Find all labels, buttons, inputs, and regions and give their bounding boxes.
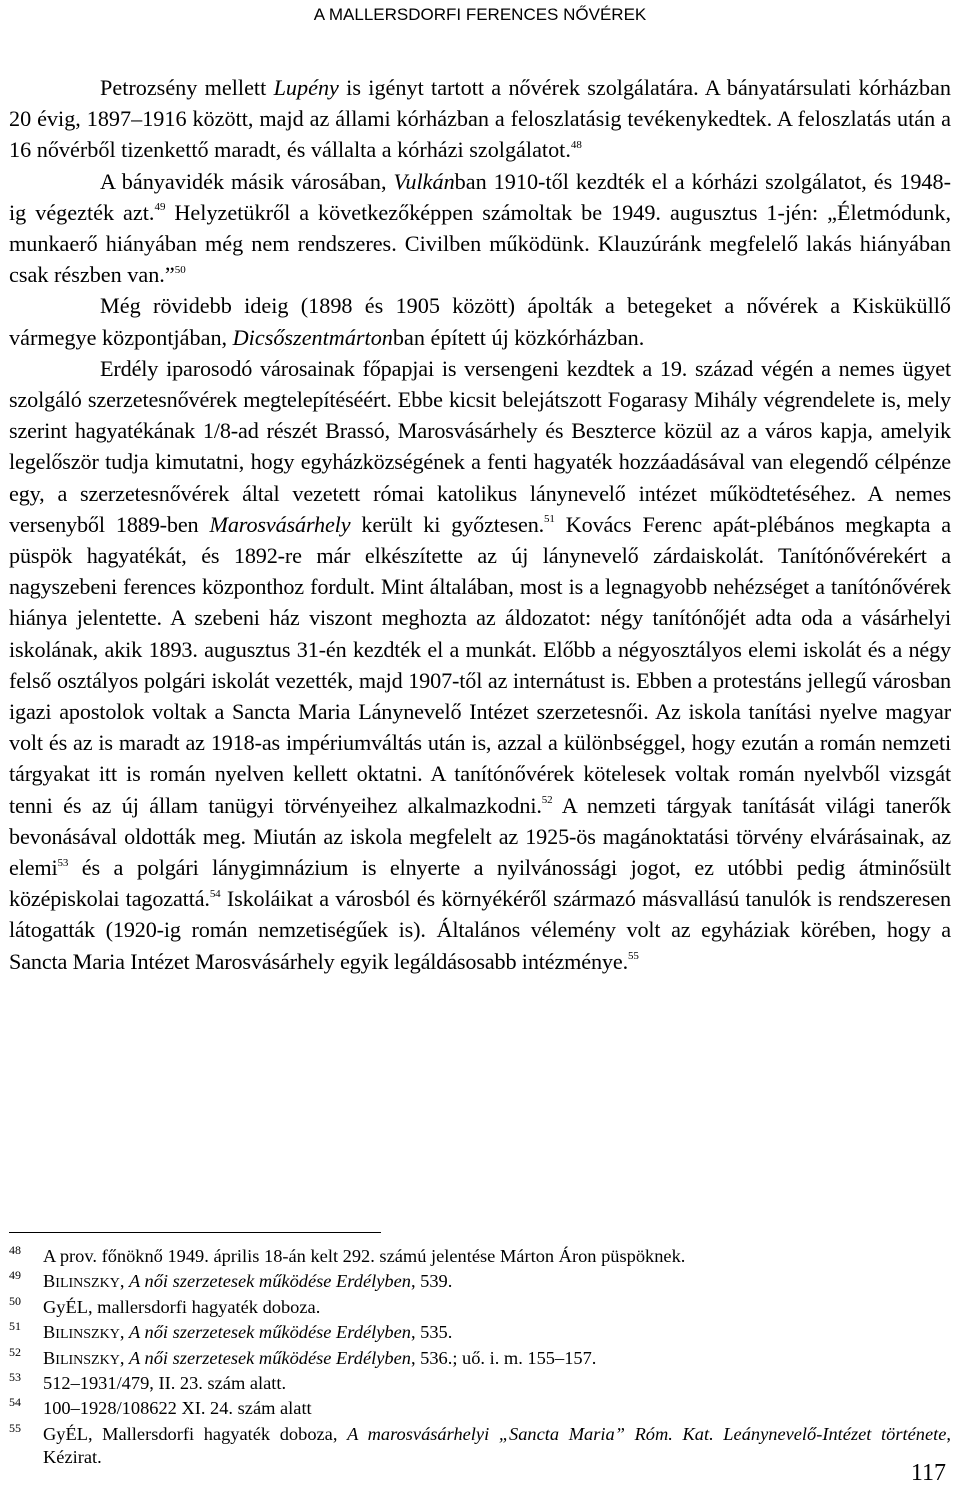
text: ban 1910-től kezdték el a kórházi szolgálatot, és 1948-ig végezték azt. xyxy=(9,168,951,225)
footnote-text: BILINSZKY, A női szerzetesek működése Erdélyben, 535. xyxy=(43,1322,453,1343)
footnote-text xyxy=(43,1423,951,1470)
footnote-55 xyxy=(9,1420,951,1470)
author: B xyxy=(43,1347,56,1368)
footnote-text: A prov. főnöknő 1949. április 18-án kelt 292. számú jelentése Márton Áron püspöknek. xyxy=(43,1246,686,1266)
footnotes xyxy=(9,1245,951,1470)
citation: , 535. xyxy=(410,1322,453,1343)
work-title: A női szerzetesek működése Erdélyben xyxy=(129,1271,411,1292)
citation: , 536.; uő. i. m. 155–157. xyxy=(410,1347,597,1368)
author: ILINSZKY xyxy=(55,1352,120,1368)
footnote-ref-54[interactable]: 54 xyxy=(209,887,221,900)
paragraph-lupeny xyxy=(9,72,951,166)
place-name: Marosvásárhely xyxy=(209,511,351,537)
footnote-ref-53[interactable]: 53 xyxy=(57,856,69,869)
citation: , 539. xyxy=(410,1271,453,1292)
work-title: A marosvásárhelyi „Sancta Maria” Róm. Kat. Leánynevelő-Intézet története xyxy=(347,1423,947,1444)
footnote-number: 48 xyxy=(9,1243,21,1257)
footnote-number: 49 xyxy=(9,1268,21,1283)
footnote-text: BILINSZKY, A női szerzetesek működése Erdélyben, 539. xyxy=(43,1271,453,1292)
footnote-number: 54 xyxy=(9,1395,21,1410)
author: ILINSZKY xyxy=(55,1276,120,1292)
footnote-text: 100–1928/108622 XI. 24. szám alatt xyxy=(43,1398,312,1419)
text: A bányavidék másik városában, xyxy=(100,168,394,194)
place-name: Dicsőszentmárton xyxy=(232,324,393,350)
paragraph-vulkan xyxy=(9,166,951,291)
footnote-ref-49[interactable]: 49 xyxy=(154,201,166,214)
text: A nemzeti tárgyak tanítását világi tanerők bevonásával oldották meg. Miután az iskola megfelelt az 1925-ös magánoktatási törvény elvárásainak, az elemi xyxy=(9,792,951,881)
footnote-number: 53 xyxy=(9,1370,21,1385)
author: ILINSZKY xyxy=(55,1327,120,1343)
footnote-text: GyÉL, mallersdorfi hagyaték doboza. xyxy=(43,1296,321,1317)
footnote-51 xyxy=(9,1321,951,1346)
footnote-text: BILINSZKY, A női szerzetesek működése Erdélyben, 536.; uő. i. m. 155–157. xyxy=(43,1347,597,1368)
main-text xyxy=(9,72,951,977)
text: is igényt tartott a nővérek szolgálatára. A bányatársulati kórházban 20 évig, 1897–1916 között, majd az állami kórházban a feloszlatásig tevékenykedtek. A feloszlatás után a 16 nővérből tizenkettő maradt, és vállalta a kórházi szolgálatot. xyxy=(9,75,952,163)
work-title: A női szerzetesek működése Erdélyben xyxy=(129,1322,411,1343)
text: Kovács Ferenc apát-plébános megkapta a püspök hagyatékát, és 1892-re már elkészítette az új lánynevelő zárdaiskolát. Tanítónővérekért a nagyszebeni ferences központhoz fordult. Mint általában, most is a legnagyobb nehézséget a tanítónővérek hiánya jelentette. A szebeni ház viszont meghozta az áldozatot: négy tanítónőjét adta oda a vásárhelyi iskolának, akik 1893. augusztus 31-én kezdték el a munkát. Előbb a négyosztályos elemi iskolát és a négy felső osztályos polgári iskolát vezették, majd 1907-től az internátust is. Ebben a protestáns jellegű városban igazi apostolok voltak a Sancta Maria Lánynevelő Intézet szerzetesnői. Az iskola tanítási nyelve magyar volt és az is maradt az 1918-as impériumváltás után is, azzal a különbséggel, hogy ezután a román nemzeti tárgyakat itt is román nyelven kellett oktatni. A tanítónővérek kötelesek voltak román nyelvből vizsgát tenni és az új állam tanügyi törvényeihez alkalmazkodni. xyxy=(9,511,951,818)
footnote-separator xyxy=(9,1232,381,1233)
footnote-number: 51 xyxy=(9,1319,21,1334)
citation: , Kézirat. xyxy=(43,1423,951,1468)
text: Erdély iparosodó városainak főpapjai is versengeni kezdtek a 19. század végén a nemes ügyet szolgáló szerzetesnővérek megtelepítéséért. Ebbe kicsit belejátszott Fogarasy Mihály végrendelete is, mely szerint hagyatékának 1/8-ad részét Brassó, Marosvásárhely és Beszterce közül az a város kapja, amelyik legelőször tudja kimutatni, hogy egyházközségének a fenti hagyaték hozzáadásával van elegendő célpénze egy, a szerzetesnővérek által vezetett római katolikus lánynevelő intézet működtetéséhez. A nemes versenyből 1889-ben xyxy=(9,355,951,537)
footnote-ref-48[interactable]: 48 xyxy=(570,139,582,152)
footnote-number: 50 xyxy=(9,1293,21,1308)
citation: GyÉL, Mallersdorfi hagyaték doboza, xyxy=(43,1423,348,1444)
footnote-ref-51[interactable]: 51 xyxy=(544,513,555,526)
footnote-54 xyxy=(9,1397,951,1422)
paragraph-marosvasarhely xyxy=(9,353,951,977)
running-header: A MALLERSDORFI FERENCES NŐVÉREK xyxy=(313,5,647,24)
footnote-52 xyxy=(9,1344,951,1372)
paragraph-dicsoszentmarton xyxy=(9,290,951,352)
author: B xyxy=(43,1322,56,1343)
footnote-ref-50[interactable]: 50 xyxy=(174,263,186,276)
footnote-ref-55[interactable]: 55 xyxy=(627,950,639,963)
author: B xyxy=(43,1271,56,1292)
text: Helyzetükről a következőképpen számoltak be 1949. augusztus 1-jén: „Életmódunk, munkaerő hiányában még nem rendszeres. Civilben működünk. Klauzúránk megfelelő lakás hiányában csak részben van.” xyxy=(9,199,951,288)
text: Petrozsény mellett xyxy=(100,75,274,100)
footnote-number: 55 xyxy=(9,1420,21,1435)
footnote-number: 52 xyxy=(9,1344,21,1359)
footnote-53 xyxy=(9,1372,951,1397)
place-name: Vulkán xyxy=(393,168,455,194)
text: Iskoláikat a városból és környékéről származó másvallású tanulók is rendszeresen látogatták (1920-ig román nemzetiségűek is). Általános vélemény volt az egyháziak körében, hogy a Sancta Maria Intézet Marosvásárhely egyik legáldásosabb intézménye. xyxy=(9,886,951,974)
text: került ki győztesen. xyxy=(350,511,545,537)
work-title: A női szerzetesek működése Erdélyben xyxy=(129,1347,411,1368)
footnote-text: 512–1931/479, II. 23. szám alatt. xyxy=(43,1373,287,1394)
text: ban épített új közkórházban. xyxy=(392,324,645,350)
text: és a polgári lánygimnázium is elnyerte a nyilvánossági jogot, ez utóbbi pedig átminősült középiskolai tagozattá. xyxy=(9,855,951,912)
text: Még rövidebb ideig (1898 és 1905 között) ápolták a betegeket a nővérek a Kisküküllő vármegye központjában, xyxy=(9,293,951,350)
footnote-48 xyxy=(9,1245,951,1270)
place-name: Lupény xyxy=(273,75,339,100)
page-number: 117 xyxy=(910,1460,946,1486)
footnote-ref-52[interactable]: 52 xyxy=(541,794,553,807)
footnote-49 xyxy=(9,1270,951,1295)
footnote-50 xyxy=(9,1293,951,1321)
